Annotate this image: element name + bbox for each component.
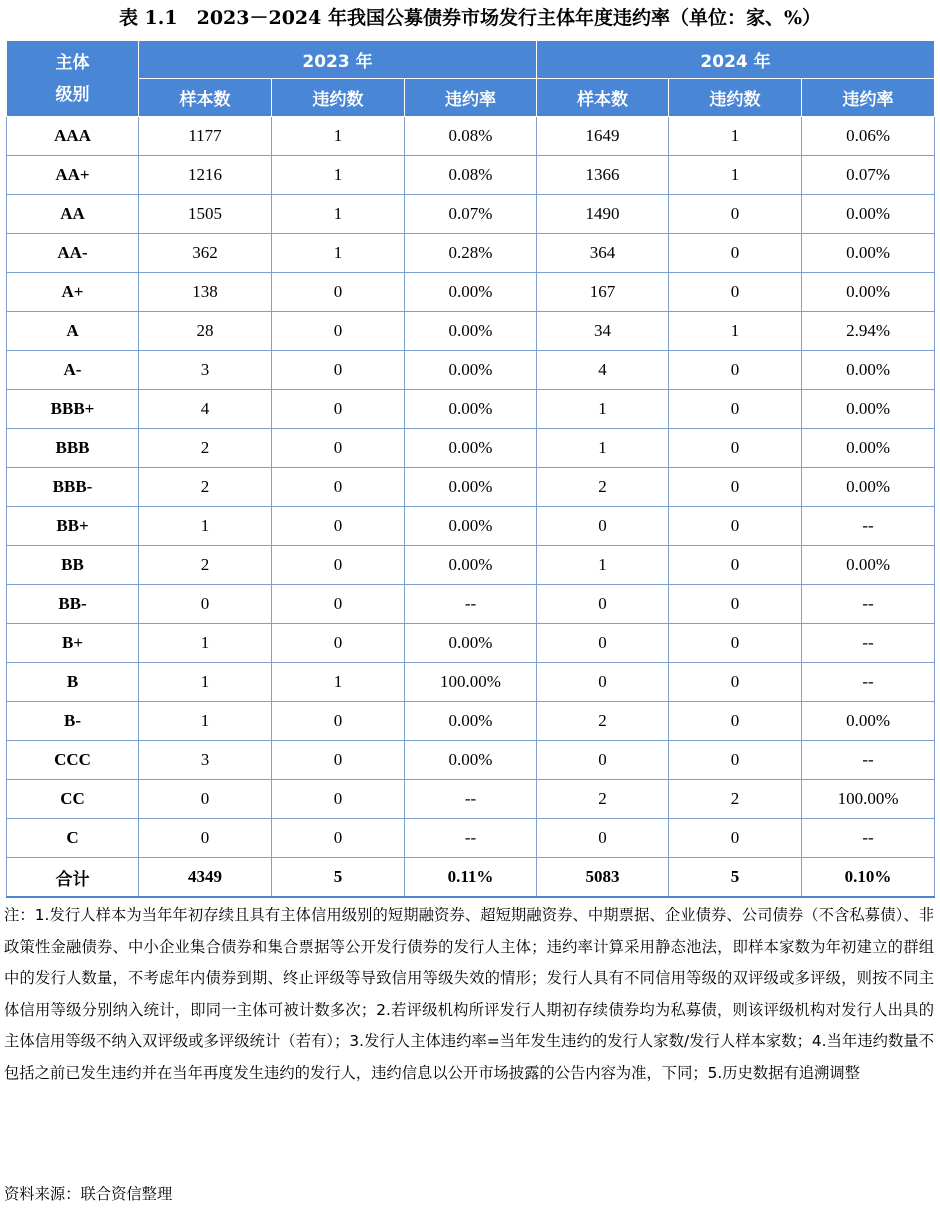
- table-row: [7, 234, 935, 273]
- sample-2024-cell: 0: [537, 819, 669, 858]
- rate-2023-header: 违约率: [405, 79, 537, 117]
- defaults-2023-cell: 1: [272, 234, 405, 273]
- sample-2023-cell: 1505: [139, 195, 272, 234]
- table-row: [7, 156, 935, 195]
- rate-2024-cell: 0.00%: [802, 429, 935, 468]
- rate-2023-cell: --: [405, 585, 537, 624]
- table-row: [7, 780, 935, 819]
- total-label: 合计: [7, 858, 139, 898]
- table-row: [7, 273, 935, 312]
- defaults-2023-cell: 0: [272, 351, 405, 390]
- rate-2023-cell: 0.00%: [405, 741, 537, 780]
- sample-2024-cell: 0: [537, 663, 669, 702]
- defaults-2024-cell: 0: [669, 741, 802, 780]
- defaults-2024-cell: 0: [669, 702, 802, 741]
- rate-2023-cell: 0.00%: [405, 468, 537, 507]
- defaults-2024-cell: 0: [669, 195, 802, 234]
- defaults-2023-header: 违约数: [272, 79, 405, 117]
- total-sample-2023: 4349: [139, 858, 272, 898]
- defaults-2024-cell: 1: [669, 117, 802, 156]
- year-2024-header: 2024 年: [537, 41, 935, 79]
- sample-2023-cell: 138: [139, 273, 272, 312]
- defaults-2024-header: 违约数: [669, 79, 802, 117]
- sample-2023-cell: 0: [139, 819, 272, 858]
- sample-2023-cell: 0: [139, 585, 272, 624]
- defaults-2024-cell: 0: [669, 585, 802, 624]
- rate-2023-cell: 0.08%: [405, 117, 537, 156]
- rate-2023-cell: 0.00%: [405, 624, 537, 663]
- grade-cell: AA+: [7, 156, 139, 195]
- rate-2023-cell: 0.00%: [405, 702, 537, 741]
- table-row: [7, 663, 935, 702]
- grade-cell: BBB-: [7, 468, 139, 507]
- grade-cell: C: [7, 819, 139, 858]
- sample-2024-cell: 364: [537, 234, 669, 273]
- defaults-2023-cell: 0: [272, 429, 405, 468]
- table-row: [7, 351, 935, 390]
- rate-2024-cell: 0.00%: [802, 468, 935, 507]
- table-row: [7, 195, 935, 234]
- sample-2023-cell: 28: [139, 312, 272, 351]
- rate-2024-cell: 0.00%: [802, 195, 935, 234]
- rate-2023-cell: 0.00%: [405, 312, 537, 351]
- defaults-2024-cell: 0: [669, 429, 802, 468]
- grade-cell: AA: [7, 195, 139, 234]
- rate-2024-cell: --: [802, 741, 935, 780]
- rate-2024-cell: 0.00%: [802, 546, 935, 585]
- rate-2024-cell: 0.00%: [802, 351, 935, 390]
- grade-header-line2: 级别: [55, 84, 90, 105]
- sample-2023-cell: 1216: [139, 156, 272, 195]
- rate-2024-header: 违约率: [802, 79, 935, 117]
- defaults-2024-cell: 0: [669, 663, 802, 702]
- total-defaults-2024: 5: [669, 858, 802, 898]
- defaults-2023-cell: 0: [272, 780, 405, 819]
- defaults-2023-cell: 0: [272, 312, 405, 351]
- table-body: [7, 117, 935, 898]
- sample-2024-cell: 167: [537, 273, 669, 312]
- defaults-2024-cell: 0: [669, 468, 802, 507]
- rate-2024-cell: 0.06%: [802, 117, 935, 156]
- rate-2024-cell: --: [802, 507, 935, 546]
- rate-2024-cell: --: [802, 663, 935, 702]
- sample-2024-cell: 34: [537, 312, 669, 351]
- total-defaults-2023: 5: [272, 858, 405, 898]
- defaults-2023-cell: 0: [272, 546, 405, 585]
- sample-2024-cell: 0: [537, 624, 669, 663]
- grade-cell: A+: [7, 273, 139, 312]
- sample-2024-cell: 0: [537, 507, 669, 546]
- table-row: [7, 702, 935, 741]
- sample-2024-cell: 1: [537, 546, 669, 585]
- grade-cell: BB: [7, 546, 139, 585]
- rate-2023-cell: --: [405, 780, 537, 819]
- sample-2023-cell: 2: [139, 546, 272, 585]
- sample-2024-cell: 2: [537, 780, 669, 819]
- sample-2024-cell: 0: [537, 741, 669, 780]
- grade-header-line1: 主体: [55, 52, 90, 73]
- defaults-2023-cell: 1: [272, 195, 405, 234]
- sample-2024-cell: 1: [537, 429, 669, 468]
- rate-2024-cell: --: [802, 624, 935, 663]
- rate-2024-cell: 2.94%: [802, 312, 935, 351]
- table-row: [7, 585, 935, 624]
- grade-cell: B+: [7, 624, 139, 663]
- table-row: [7, 390, 935, 429]
- defaults-2023-cell: 0: [272, 741, 405, 780]
- grade-cell: BB-: [7, 585, 139, 624]
- rate-2023-cell: 0.00%: [405, 390, 537, 429]
- grade-header: [7, 41, 139, 117]
- sample-2023-cell: 2: [139, 429, 272, 468]
- sample-2023-cell: 3: [139, 351, 272, 390]
- rate-2023-cell: 100.00%: [405, 663, 537, 702]
- rate-2024-cell: 0.00%: [802, 702, 935, 741]
- sample-2024-cell: 2: [537, 702, 669, 741]
- defaults-2024-cell: 1: [669, 312, 802, 351]
- table-row: [7, 624, 935, 663]
- sample-2024-header: 样本数: [537, 79, 669, 117]
- sample-2023-cell: 362: [139, 234, 272, 273]
- defaults-2024-cell: 0: [669, 234, 802, 273]
- grade-cell: B-: [7, 702, 139, 741]
- defaults-2024-cell: 0: [669, 624, 802, 663]
- sample-2023-cell: 1: [139, 663, 272, 702]
- defaults-2024-cell: 0: [669, 819, 802, 858]
- sample-2024-cell: 2: [537, 468, 669, 507]
- sample-2024-cell: 1: [537, 390, 669, 429]
- rate-2023-cell: 0.00%: [405, 507, 537, 546]
- table-row: [7, 741, 935, 780]
- defaults-2023-cell: 0: [272, 819, 405, 858]
- sample-2023-header: 样本数: [139, 79, 272, 117]
- defaults-2023-cell: 0: [272, 390, 405, 429]
- defaults-2023-cell: 0: [272, 624, 405, 663]
- grade-cell: BBB: [7, 429, 139, 468]
- defaults-2023-cell: 0: [272, 273, 405, 312]
- rate-2024-cell: 0.07%: [802, 156, 935, 195]
- rate-2024-cell: --: [802, 819, 935, 858]
- rate-2024-cell: 0.00%: [802, 234, 935, 273]
- grade-cell: BB+: [7, 507, 139, 546]
- rate-2023-cell: 0.00%: [405, 429, 537, 468]
- defaults-2024-cell: 0: [669, 390, 802, 429]
- grade-cell: BBB+: [7, 390, 139, 429]
- rate-2023-cell: 0.28%: [405, 234, 537, 273]
- table-row: [7, 312, 935, 351]
- defaults-2024-cell: 1: [669, 156, 802, 195]
- grade-cell: A: [7, 312, 139, 351]
- sample-2023-cell: 0: [139, 780, 272, 819]
- total-row: [7, 858, 935, 898]
- sample-2023-cell: 1: [139, 702, 272, 741]
- sample-2023-cell: 1: [139, 624, 272, 663]
- defaults-2023-cell: 0: [272, 468, 405, 507]
- table-notes: 注：1.发行人样本为当年年初存续且具有主体信用级别的短期融资券、超短期融资券、中期票据、企业债券、公司债券（不含私募债）、非政策性金融债券、中小企业集合债券和集合票据等公开发行债券的发行人主体；违约率计算采用静态池法，即样本家数为年初建立的群组中的发行人数量，不考虑年内债券到期、终止评级等导致信用等级失效的情形；发行人具有不同信用等级的双评级或多评级，则按不同主体信用等级分别纳入统计，即同一主体可被计数多次；2.若评级机构所评发行人期初存续债券均为私募债，则该评级机构对发行人出具的主体信用等级不纳入双评级或多评级统计（若有）；3.发行人主体违约率=当年发生违约的发行人家数/发行人样本家数；4.当年违约数量不包括之前已发生违约并在当年再度发生违约的发行人，违约信息以公开市场披露的公告内容为准，下同；5.历史数据有追溯调整: [4, 906, 934, 1082]
- defaults-2024-cell: 0: [669, 546, 802, 585]
- grade-cell: AA-: [7, 234, 139, 273]
- sample-2023-cell: 2: [139, 468, 272, 507]
- grade-cell: B: [7, 663, 139, 702]
- rate-2024-cell: 0.00%: [802, 273, 935, 312]
- total-rate-2024: 0.10%: [802, 858, 935, 898]
- default-rate-table: [6, 40, 935, 898]
- table-row: [7, 468, 935, 507]
- defaults-2023-cell: 1: [272, 156, 405, 195]
- table-title: 表 1.1 2023－2024 年我国公募债券市场发行主体年度违约率（单位：家、%）: [118, 7, 822, 29]
- rate-2023-cell: --: [405, 819, 537, 858]
- sample-2024-cell: 0: [537, 585, 669, 624]
- total-rate-2023: 0.11%: [405, 858, 537, 898]
- rate-2024-cell: --: [802, 585, 935, 624]
- data-source: 资料来源：联合资信整理: [4, 1185, 173, 1203]
- sample-2024-cell: 1490: [537, 195, 669, 234]
- rate-2023-cell: 0.00%: [405, 351, 537, 390]
- defaults-2023-cell: 0: [272, 585, 405, 624]
- table-row: [7, 819, 935, 858]
- grade-cell: A-: [7, 351, 139, 390]
- sample-2024-cell: 1366: [537, 156, 669, 195]
- sample-2023-cell: 3: [139, 741, 272, 780]
- table-row: [7, 546, 935, 585]
- defaults-2023-cell: 1: [272, 117, 405, 156]
- year-2023-header: 2023 年: [139, 41, 537, 79]
- table-row: [7, 429, 935, 468]
- rate-2024-cell: 0.00%: [802, 390, 935, 429]
- sample-2024-cell: 1649: [537, 117, 669, 156]
- rate-2023-cell: 0.08%: [405, 156, 537, 195]
- defaults-2023-cell: 0: [272, 702, 405, 741]
- rate-2023-cell: 0.00%: [405, 273, 537, 312]
- rate-2023-cell: 0.07%: [405, 195, 537, 234]
- sample-2023-cell: 1177: [139, 117, 272, 156]
- defaults-2024-cell: 0: [669, 351, 802, 390]
- defaults-2024-cell: 0: [669, 507, 802, 546]
- table-row: [7, 507, 935, 546]
- defaults-2024-cell: 2: [669, 780, 802, 819]
- table-row: [7, 117, 935, 156]
- grade-cell: CC: [7, 780, 139, 819]
- defaults-2023-cell: 1: [272, 663, 405, 702]
- defaults-2024-cell: 0: [669, 273, 802, 312]
- sample-2024-cell: 4: [537, 351, 669, 390]
- rate-2023-cell: 0.00%: [405, 546, 537, 585]
- total-sample-2024: 5083: [537, 858, 669, 898]
- grade-cell: CCC: [7, 741, 139, 780]
- sample-2023-cell: 4: [139, 390, 272, 429]
- sample-2023-cell: 1: [139, 507, 272, 546]
- defaults-2023-cell: 0: [272, 507, 405, 546]
- rate-2024-cell: 100.00%: [802, 780, 935, 819]
- grade-cell: AAA: [7, 117, 139, 156]
